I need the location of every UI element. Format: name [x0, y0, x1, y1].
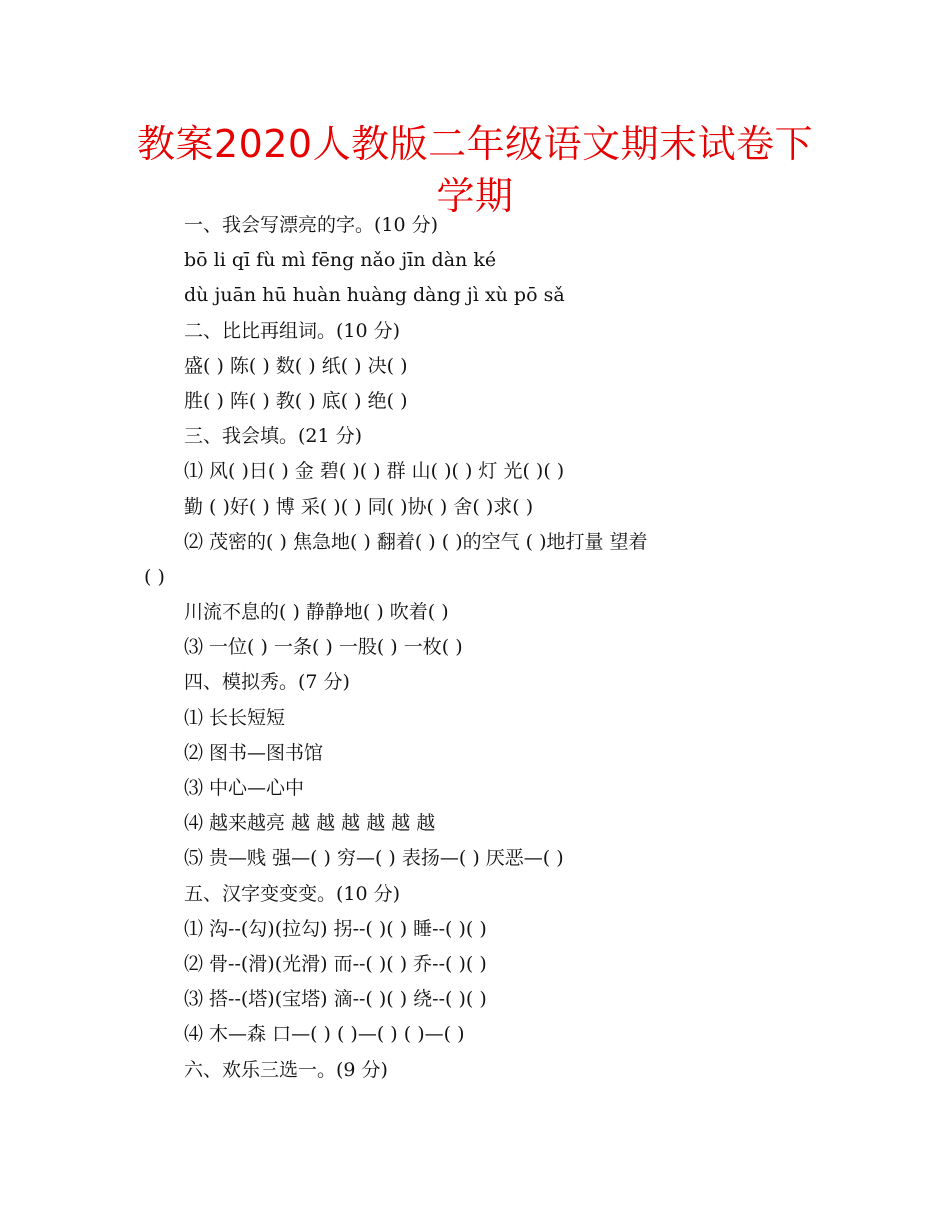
section-heading-4: 四、模拟秀。(7 分) — [184, 671, 350, 694]
imitate-line-4: ⑷ 越来越亮 越 越 越 越 越 越 — [184, 812, 436, 835]
imitate-line-5: ⑸ 贵—贱 强—( ) 穷—( ) 表扬—( ) 厌恶—( ) — [184, 847, 564, 870]
imitate-line-1: ⑴ 长长短短 — [184, 706, 286, 729]
character-line-1: ⑴ 沟--(勾)(拉勾) 拐--( )( ) 睡--( )( ) — [184, 917, 487, 940]
fill-line-wrapped-rest: ( ) — [144, 565, 165, 588]
fill-line-wrapped-first: ⑵ 茂密的( ) 焦急地( ) 翻着( ) ( )的空气 ( )地打量 望着 — [184, 530, 648, 553]
pinyin-line-2: dù juān hū huàn huàng dàng jì xù pō sǎ — [184, 284, 565, 307]
document-body — [144, 208, 824, 1088]
fill-line-wrapped — [144, 525, 824, 595]
section-heading-5: 五、汉字变变变。(10 分) — [184, 882, 401, 905]
imitate-line-3: ⑶ 中心—心中 — [184, 777, 305, 800]
section-heading-1: 一、我会写漂亮的字。(10 分) — [184, 214, 439, 236]
character-line-2: ⑵ 骨--(滑)(光滑) 而--( )( ) 乔--( )( ) — [184, 952, 487, 975]
fill-line-4: ⑶ 一位( ) 一条( ) 一股( ) 一枚( ) — [184, 636, 463, 659]
word-group-line-2: 胜( ) 阵( ) 教( ) 底( ) 绝( ) — [184, 389, 408, 412]
fill-line-3: 川流不息的( ) 静静地( ) 吹着( ) — [184, 601, 449, 624]
imitate-line-2: ⑵ 图书—图书馆 — [184, 741, 324, 764]
section-heading-2: 二、比比再组词。(10 分) — [184, 319, 401, 342]
word-group-line-1: 盛( ) 陈( ) 数( ) 纸( ) 决( ) — [184, 354, 408, 377]
fill-line-1: ⑴ 风( )日( ) 金 碧( )( ) 群 山( )( ) 灯 光( )( ) — [184, 460, 565, 483]
section-heading-3: 三、我会填。(21 分) — [184, 425, 363, 448]
pinyin-line-1: bō li qī fù mì fēng nǎo jīn dàn ké — [184, 249, 497, 272]
fill-line-2: 勤 ( )好( ) 博 采( )( ) 同( )协( ) 舍( )求( ) — [184, 495, 534, 518]
character-line-4: ⑷ 木—森 口—( ) ( )—( ) ( )—( ) — [184, 1023, 465, 1046]
section-heading-6: 六、欢乐三选一。(9 分) — [184, 1058, 388, 1081]
document-title: 教案2020人教版二年级语文期末试卷下学期 — [136, 122, 814, 218]
character-line-3: ⑶ 搭--(塔)(宝塔) 滴--( )( ) 绕--( )( ) — [184, 988, 487, 1011]
